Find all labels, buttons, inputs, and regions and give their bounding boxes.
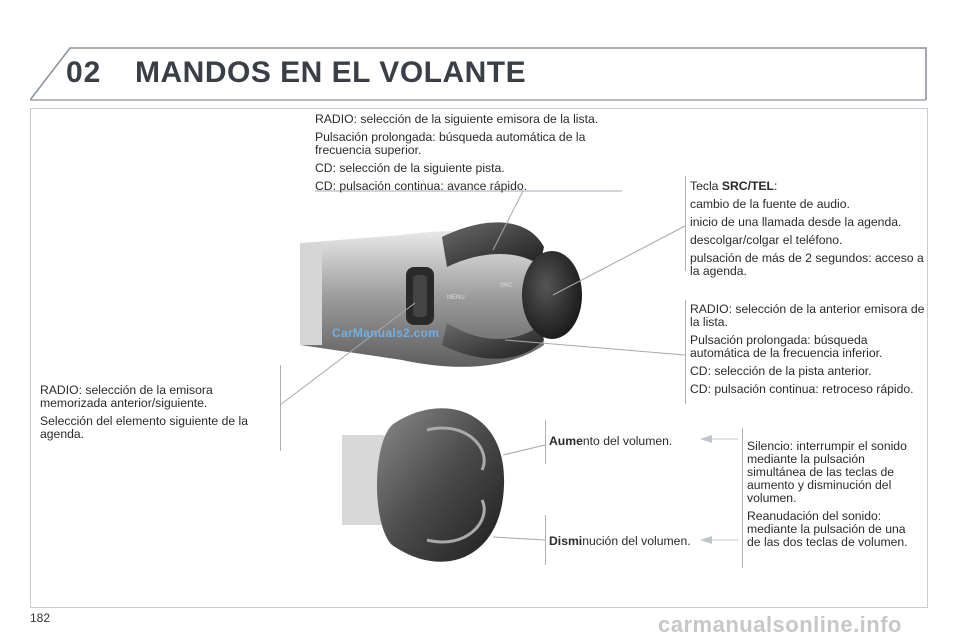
src-tel-key: SRC/TEL [721,179,774,193]
divider-src [685,176,686,271]
chapter-number: 02 [66,56,102,89]
watermark-text: CarManuals2.com [332,326,440,340]
page-title: MANDOS EN EL VOLANTE [135,56,527,89]
volume-down-rest: nución del volumen. [582,534,691,548]
src-tel-item: pulsación de más de 2 segundos: acceso a la agenda. [690,251,924,278]
divider-memorized [280,365,281,451]
next-station-line: Pulsación prolongada: búsqueda automática de la frecuencia superior. [315,130,586,157]
src-tel-item: cambio de la fuente de audio. [690,197,850,211]
prev-station-line: CD: pulsación continua: retroceso rápido. [690,382,914,396]
divider-mute [742,428,743,568]
src-tel-suffix: : [773,179,778,193]
memorized-block [40,384,265,446]
volume-up-text [549,435,699,448]
next-station-line: CD: selección de la siguiente pista. [315,161,505,175]
volume-up-rest: nto del volumen. [582,434,673,448]
next-station-line: CD: pulsación continua: avance rápido. [315,179,528,193]
volume-down-text [549,535,699,548]
src-tel-prefix: Tecla [690,179,722,193]
memorized-line: Selección del elemento siguiente de la agenda. [40,414,249,441]
divider-prev [685,300,686,404]
next-station-block [315,113,625,198]
mute-block [747,440,922,554]
src-tel-item: descolgar/colgar el teléfono. [690,233,843,247]
menu-label: MENU [447,295,465,301]
src-tel-item: inicio de una llamada desde la agenda. [690,215,902,229]
prev-station-line: CD: selección de la pista anterior. [690,364,872,378]
next-station-line: RADIO: selección de la siguiente emisora de la lista. [315,112,599,126]
volume-up-bold: Aume [549,434,583,448]
prev-station-line: Pulsación prolongada: búsqueda automática de la frecuencia inferior. [690,333,883,360]
mute-line: Reanudación del sonido: mediante la pulsación de una de las dos teclas de volumen. [747,509,908,549]
prev-station-block [690,303,926,401]
footer-watermark: carmanualsonline.info [658,612,902,637]
src-tel-block [690,180,928,283]
mute-line: Silencio: interrumpir el sonido mediante la pulsación simultánea de las teclas de aumento y disminución del volumen. [747,439,907,505]
divider-volume-down [545,515,546,565]
divider-volume-up [545,420,546,464]
memorized-line: RADIO: selección de la emisora memorizada anterior/siguiente. [40,383,213,410]
page-number: 182 [30,611,51,625]
volume-down-bold: Dismi [549,534,583,548]
src-label: SRC [500,283,513,289]
prev-station-line: RADIO: selección de la anterior emisora de la lista. [690,302,925,329]
